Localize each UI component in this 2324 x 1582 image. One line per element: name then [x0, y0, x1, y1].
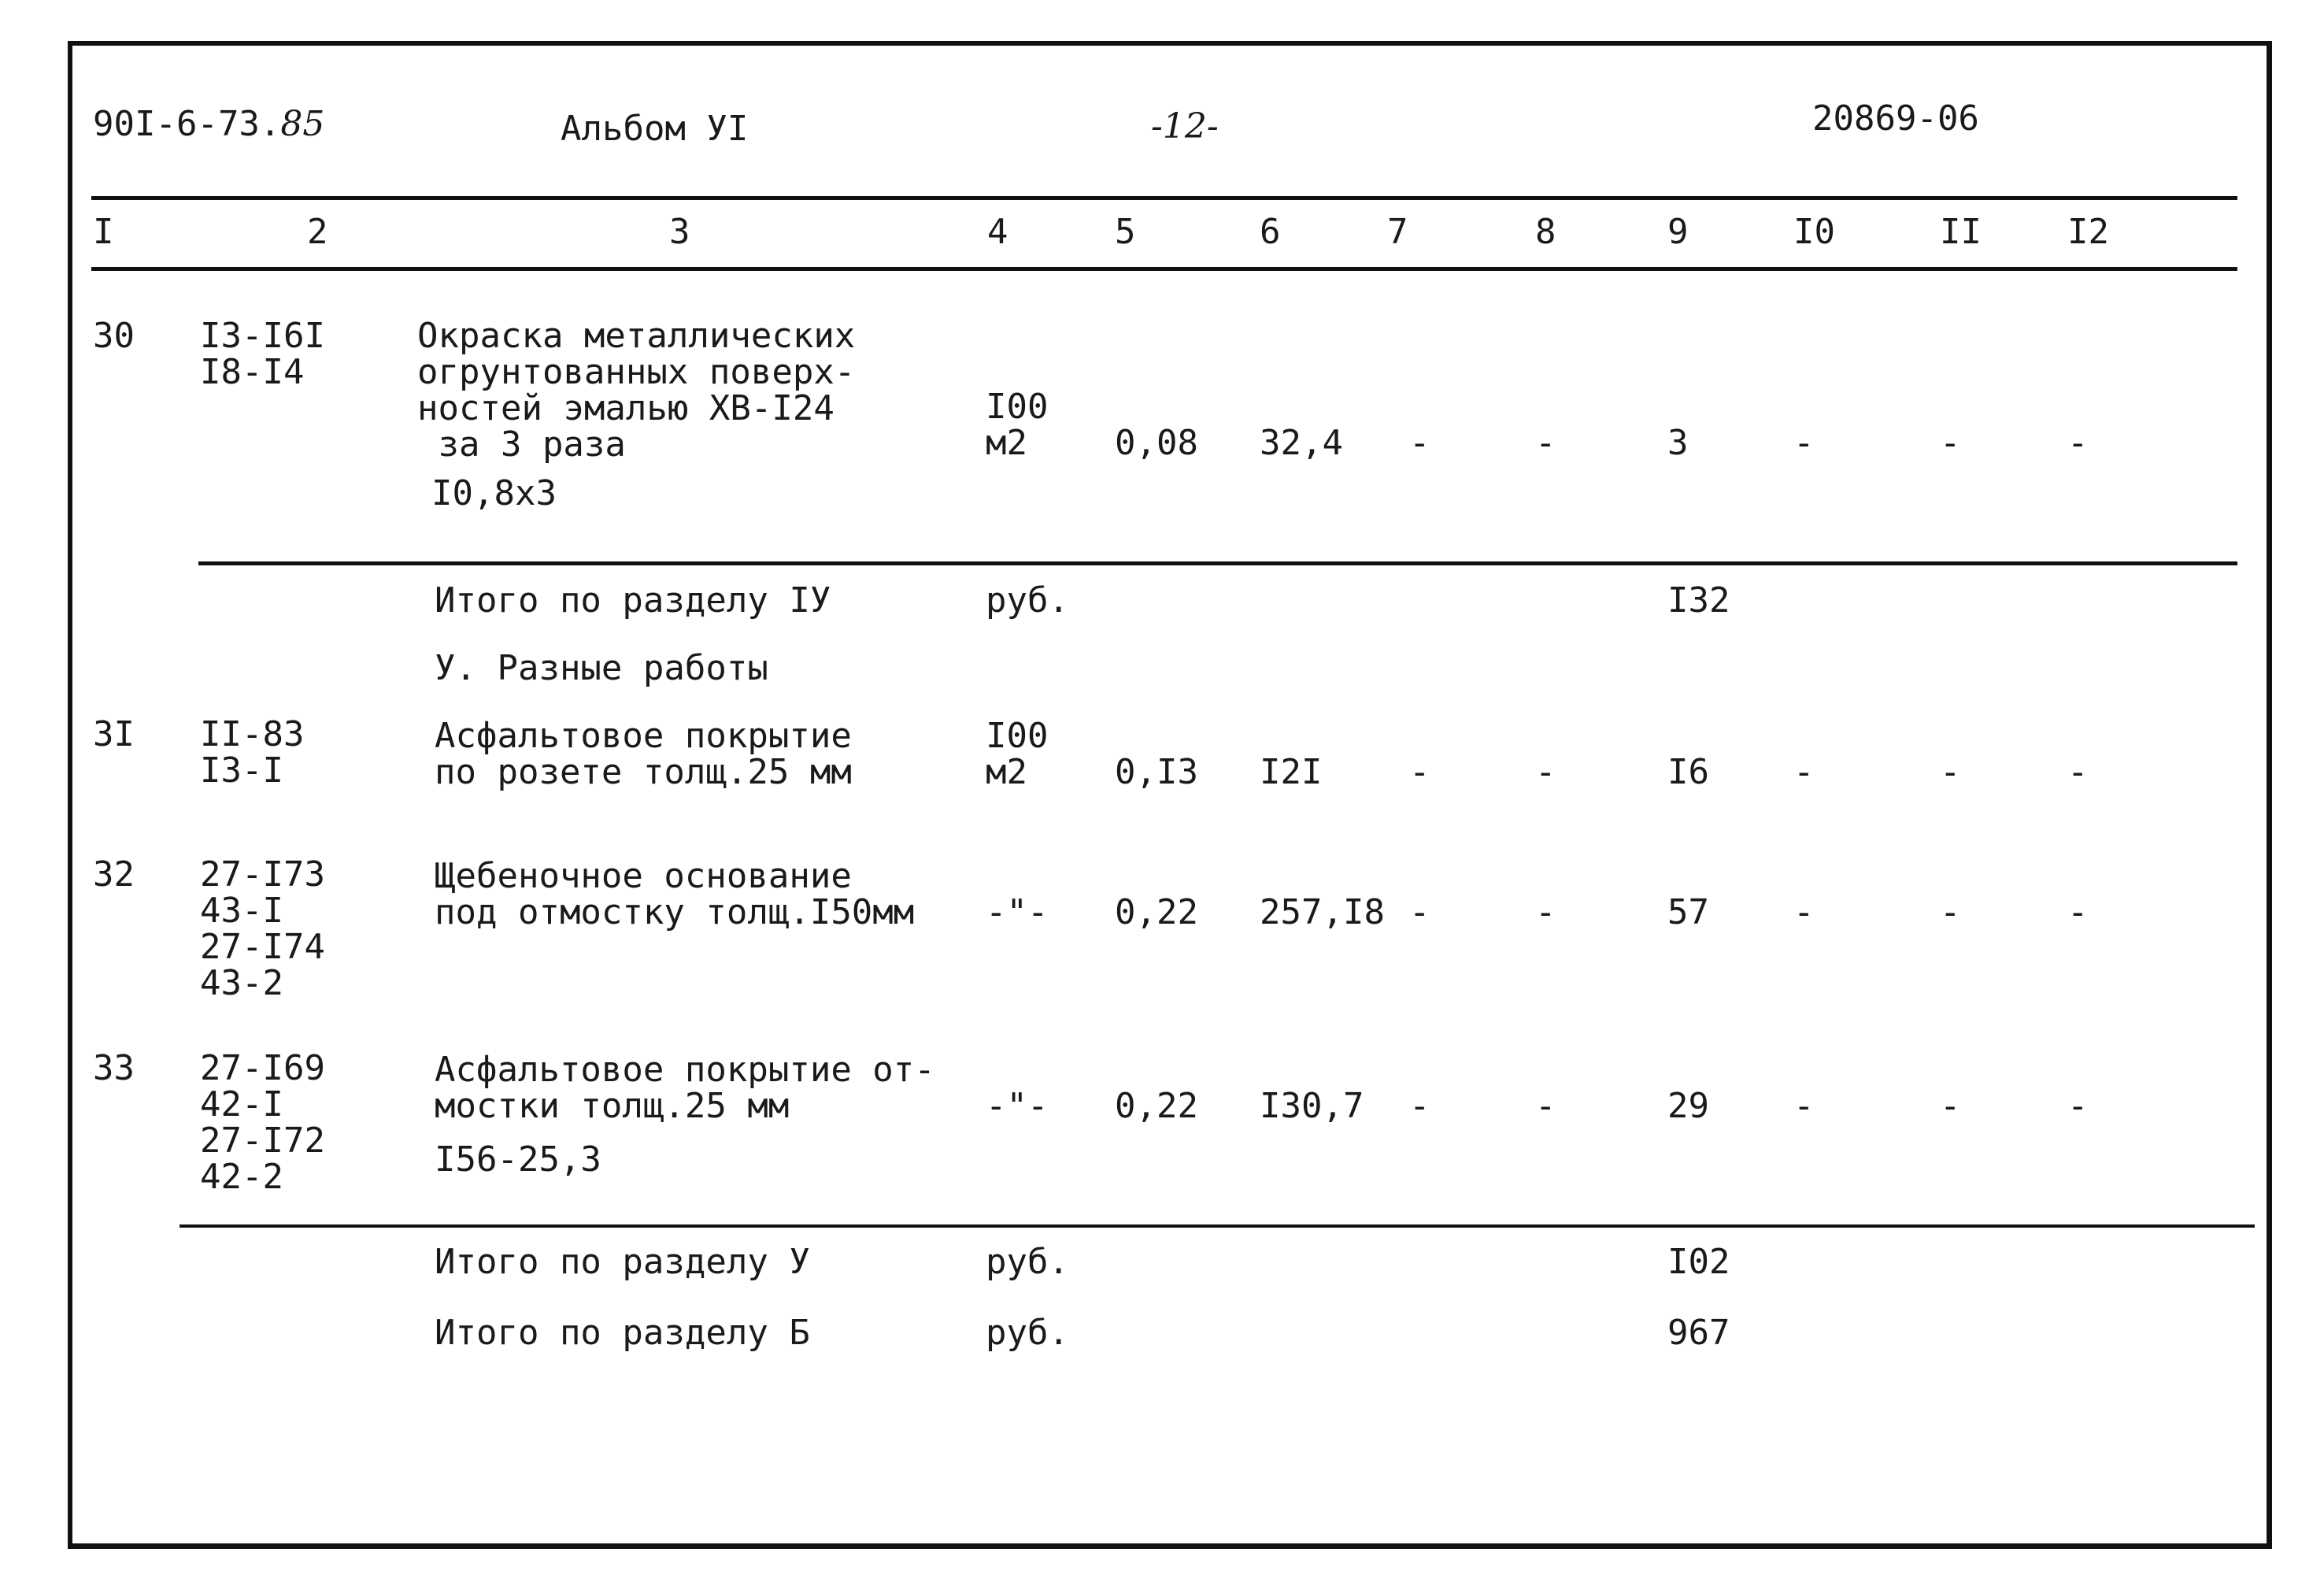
row-33-col8: - [1535, 1086, 1556, 1126]
row-30-description: Окраска металлических огрунтованных поверх- ностей эмалью ХВ-I24 за 3 раза [417, 316, 856, 465]
row-30-col10: - [1793, 423, 1815, 463]
row-31-col12: - [2067, 752, 2089, 792]
row-33-total: 29 [1667, 1086, 1709, 1126]
page-number: -12- [1151, 106, 1219, 146]
row-31-col7: - [1409, 752, 1430, 792]
column-header-5: 5 [1115, 212, 1136, 252]
row-31-col8: - [1535, 752, 1556, 792]
total-section-iv-value: I32 [1667, 580, 1730, 621]
row-33-calculation: I56-25,3 [435, 1139, 601, 1180]
column-header-11: II [1940, 212, 1982, 252]
row-31-col11: - [1940, 752, 1961, 792]
album-title: Альбом УI [561, 109, 749, 149]
total-section-iv-label: Итого по разделу IУ [435, 580, 831, 621]
section-v-rule [179, 1224, 2255, 1228]
row-31-quantity: 0,I3 [1115, 752, 1198, 792]
row-32-col11: - [1940, 892, 1961, 932]
row-31-unit-price: I2I [1260, 752, 1323, 792]
row-31-description: Асфальтовое покрытие по розете толщ.25 мм [435, 716, 852, 792]
row-32-unit-price: 257,I8 [1260, 892, 1385, 932]
row-31-code: II-83 I3-I [200, 714, 305, 791]
row-33-code: 27-I69 42-I 27-I72 42-2 [200, 1048, 325, 1197]
row-33-description: Асфальтовое покрытие от- мостки толщ.25 мм [435, 1050, 935, 1126]
row-30-quantity: 0,08 [1115, 423, 1198, 463]
row-32-quantity: 0,22 [1115, 892, 1198, 932]
row-32-col12: - [2067, 892, 2089, 932]
column-header-4: 4 [987, 212, 1008, 252]
column-header-9: 9 [1667, 212, 1689, 252]
row-33-number: 33 [93, 1048, 135, 1088]
row-32-code: 27-I73 43-I 27-I74 43-2 [200, 854, 325, 1003]
row-30-col7: - [1409, 423, 1430, 463]
doc-code-handwritten: 85 [280, 104, 325, 144]
row-30-col12: - [2067, 423, 2089, 463]
total-section-v-value: I02 [1667, 1242, 1730, 1282]
row-32-number: 32 [93, 854, 135, 895]
row-33-col12: - [2067, 1086, 2089, 1126]
section-iv-rule [198, 561, 2237, 565]
row-33-col7: - [1409, 1086, 1430, 1126]
row-30-total: 3 [1667, 423, 1689, 463]
row-33-unit-price: I30,7 [1260, 1086, 1364, 1126]
section-v-title: У. Разные работы [435, 648, 768, 688]
row-30-unit-price: 32,4 [1260, 423, 1343, 463]
column-header-2: 2 [307, 212, 328, 252]
row-30-code: I3-I6I I8-I4 [200, 316, 325, 392]
total-section-v-unit: руб. [986, 1242, 1069, 1282]
row-30-unit: I00 м2 [986, 387, 1049, 463]
column-header-3: 3 [669, 212, 690, 252]
row-32-col10: - [1793, 892, 1815, 932]
row-32-col7: - [1409, 892, 1430, 932]
column-header-8: 8 [1535, 212, 1556, 252]
row-31-total: I6 [1667, 752, 1709, 792]
row-30-calculation: I0,8x3 [431, 473, 557, 513]
row-33-col10: - [1793, 1086, 1815, 1126]
column-header-6: 6 [1260, 212, 1281, 252]
row-31-unit: I00 м2 [986, 716, 1049, 792]
total-section-b-value: 967 [1667, 1313, 1730, 1353]
row-32-col8: - [1535, 892, 1556, 932]
total-section-b-unit: руб. [986, 1313, 1069, 1353]
row-32-unit: -"- [986, 892, 1049, 932]
column-header-10: I0 [1793, 212, 1835, 252]
doc-code: 90I-6-73.85 [93, 104, 325, 144]
row-33-quantity: 0,22 [1115, 1086, 1198, 1126]
total-section-v-label: Итого по разделу У [435, 1242, 810, 1282]
row-31-col10: - [1793, 752, 1815, 792]
header-top-rule [91, 196, 2237, 200]
row-30-col8: - [1535, 423, 1556, 463]
row-30-number: 30 [93, 316, 135, 356]
column-header-1: I [93, 212, 114, 252]
row-33-col11: - [1940, 1086, 1961, 1126]
column-header-12: I2 [2067, 212, 2109, 252]
reference-number: 20869-06 [1812, 98, 1979, 139]
header-bottom-rule [91, 267, 2237, 271]
total-section-b-label: Итого по разделу Б [435, 1313, 810, 1353]
row-31-number: 3I [93, 714, 135, 754]
total-section-iv-unit: руб. [986, 580, 1069, 621]
column-header-7: 7 [1387, 212, 1408, 252]
row-33-unit: -"- [986, 1086, 1049, 1126]
row-32-description: Щебеночное основание под отмостку толщ.I50мм [435, 856, 915, 932]
row-32-total: 57 [1667, 892, 1709, 932]
row-30-col11: - [1940, 423, 1961, 463]
